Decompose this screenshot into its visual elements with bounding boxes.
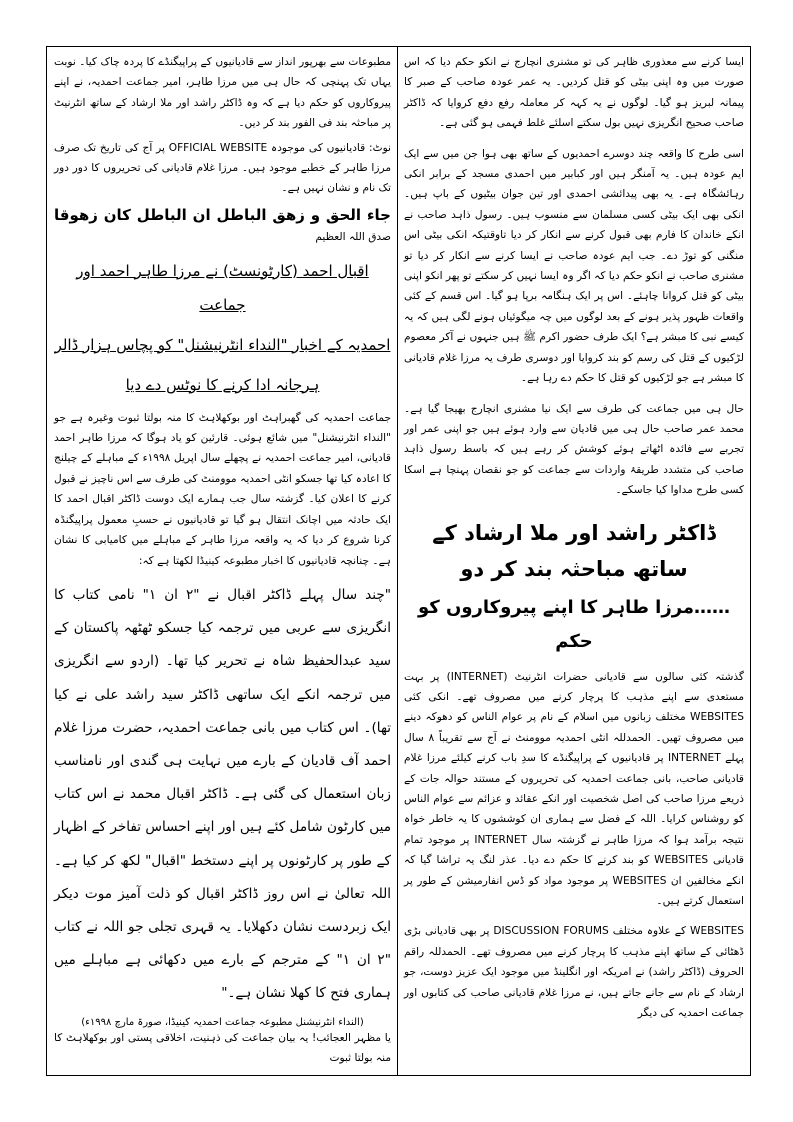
article-subheadline: ……مرزا طاہر کا اپنے پیروکاروں کو حکم (417, 596, 731, 652)
quran-verse-line (54, 203, 391, 248)
quote-reference: (النداء انٹرنیشنل مطبوعہ جماعت احمدیہ کینیڈا، صورۃ مارچ ۱۹۹۸ء) (81, 1016, 364, 1028)
quran-verse: جاء الحق و زهق الباطل ان الباطل كان زهوقا (54, 205, 391, 224)
paragraph: اسی طرح کا واقعہ چند دوسرے احمدیوں کے ساتھ بھی ہوا جن میں سے ایک ایم عودہ ہیں۔ یہ آمنگر ہیں اور کبابیر میں احمدی مسجد کے برابر انکی رہائشگاہ ہے۔ یہ بھی پیدائشی احمدی اور تین جوان بیٹیوں کے باپ ہیں۔ انکی بھی ایک بیٹی کسی مسلمان سے منسوب ہیں۔ رسول ذاہد صاحب نے انکے خاندان کا فارم بھی قبول کرنے سے انکار کر دیا تاوقتیکہ انکی بیٹی اس منگنی کو توڑ دے۔ جب ایم عودہ صاحب نے ایسا کرنے سے انکار کر دیا تو مشنری صاحب نے انکو حکم دیا کہ اگر وہ ایسا نہیں کر سکتے تو پھر انکو اپنی بیٹی کو قتل کروانا چاہئے۔ اس پر ایک ہنگامہ برپا ہو گیا۔ اس قسم کے کئی واقعات ظہور پذیر ہونے کے بعد لوگوں میں چہ میگوئیاں ہونے لگی ہیں کہ یہ کیسے نبی کا مبشر ہے؟ ایک طرف حضور اکرم ﷺ ہیں جنہوں نے آکر معصوم لڑکیوں کے قتل کی رسم کو بند کروایا اور دوسری طرف یہ مرزا غلام قادیانی کا مبشر ہے جو لڑکیوں کو قتل کا حکم دے رہا ہے۔ (404, 147, 744, 385)
article-headline: ڈاکٹر راشد اور ملا ارشاد کے ساتھ مباحثہ بند کر دو (432, 520, 716, 581)
paragraph: گذشتہ کئی سالوں سے قادیانی حضرات انٹرنیٹ (INTERNET) پر بہت مستعدی سے اپنے مذہب کا پرچار کرنے میں مصروف تھے۔ انکی کئی WEBSITES مختلف زبانوں میں اسلام کے نام پر عوام الناس کو دھوکہ دینے میں مصروف تھیں۔ الحمدللہ انٹی احمدیہ موومنٹ نے آج سے تقریباً ۸ سال پہلے INTERNET پر قادیانیوں کے پراپیگنڈے کا سدِ باب کرنے کیلئے مرزا غلام قادیانی صاحب، بانی جماعت احمدیہ کی تحریروں کے مستند حوالہ جات کے ذریعے مرزا صاحب کی اصل شخصیت اور انکے عقائد و عزائم سے عوام الناس کو روشناس کرایا۔ اللہ کے فضل سے ہماری ان کوششوں کا یہ خاطر خواہ نتیجہ برآمد ہوا کہ مرزا طاہر نے گزشتہ سال INTERNET پر موجود تمام قادیانی WEBSITES کو بند کرنے کا حکم دے دیا۔ عذر لنگ یہ تراشا گیا کہ انکے مخالفین ان WEBSITES پر موجود مواد کو ڈس انفارمیشن کے طور پر استعمال کرتے ہیں۔ (404, 670, 744, 907)
paragraph: جماعت احمدیہ کی گھبراہٹ اور بوکھلاہٹ کا منہ بولتا ثبوت وغیرہ ہے جو "النداء انٹرنیشنل" میں شائع ہوئی۔ قارئین کو یاد ہوگا کہ مرزا طاہر احمد قادیانی، امیر جماعت احمدیہ نے پچھلے سال اپریل ۱۹۹۸ء کے مباہلے کے چیلنج کا اعادہ کیا تھا جسکو انٹی احمدیہ موومنٹ کی طرف سے اس ناچیز نے قبول کرنے کا اعلان کیا۔ گزشتہ سال جب ہمارے ایک دوست ڈاکٹر اقبال احمد کا ایک حادثہ میں اچانک انتقال ہو گیا تو قادیانیوں نے حسبِ معمول پراپیگنڈہ کرنا شروع کر دیا کہ یہ واقعہ مرزا طاہر کے مباہلے میں کامیابی کا نشان ہے۔ چنانچہ قادیانیوں کا اخبار مطبوعہ کینیڈا لکھتا ہے کہ: (54, 411, 391, 567)
notice-title-line: اقبال احمد (کارٹونسٹ) نے مرزا طاہر احمد اور جماعت (76, 261, 369, 314)
left-column (54, 52, 391, 1072)
notice-title-line: احمدیہ کے اخبار "النداء انٹرنیشنل" کو پچاس ہزار ڈالر (54, 335, 391, 354)
right-column (404, 52, 744, 1027)
paragraph: مطبوعات سے بھرپور انداز سے قادیانیوں کے پراپیگنڈے کا پردہ چاک کیا۔ نوبت یہاں تک پہنچی کہ حال ہی میں مرزا طاہر، امیر جماعت احمدیہ، نے اپنے پیروکاروں کو حکم دیا ہے کہ وہ ڈاکٹر راشد اور ملا ارشاد کے ساتھ انٹرنیٹ پر مباحثہ بند فی الفور بند کر دیں۔ (54, 56, 391, 130)
paragraph: WEBSITES کے علاوہ مختلف DISCUSSION FORUMS پر بھی قادیانی بڑی ڈھٹائی کے ساتھ اپنے مذہب کا پرچار کرنے میں مصروف تھے۔ الحمدللہ راقم الحروف (ڈاکٹر راشد) نے امریکہ اور انگلینڈ میں موجود ایک عزیز دوست، جو ارشاد کے نام سے جانے جاتے ہیں، نے مرزا غلام قادیانی صاحب کی کتابوں اور جماعت احمدیہ کی دیگر (404, 925, 744, 1020)
quoted-paragraph: "چند سال پہلے ڈاکٹر اقبال نے "۲ ان ۱" نامی کتاب کا انگریزی سے عربی میں ترجمہ کیا جسکو ٹھٹھہ پاکستان کے سید عبدالحفیظ شاہ نے تحریر کیا تھا۔ (اردو سے انگریزی میں ترجمہ انکے ایک ساتھی ڈاکٹر سید راشد علی نے کیا تھا)۔ اس کتاب میں بانی جماعت احمدیہ، حضرت مرزا غلام احمد آف قادیان کے بارے میں نہایت ہی گندی اور نامناسب زبان استعمال کی گئی ہے۔ ڈاکٹر اقبال محمد نے اس کتاب میں کارٹون شامل کئے ہیں اور اپنے احساس تفاخر کے اظہار کے طور پر کارٹونوں پر اپنے دستخط "اقبال" لکھ کر کیا ہے۔ اللہ تعالیٰ نے اس روز ڈاکٹر اقبال کو ذلت آمیز موت دیکر ایک زبردست نشان دکھلایا۔ یہ قہری تجلی جو اللہ نے کتاب "۲ ان ۱" کے مترجم کے بارے میں دکھائی ہے مباہلے میں ہماری فتح کا کھلا نشان ہے۔" (54, 586, 391, 1002)
column-divider (397, 46, 398, 1076)
paragraph: حال ہی میں جماعت کی طرف سے ایک نیا مشنری انچارج بھیجا گیا ہے۔ محمد عمر صاحب حال ہی میں قادیان سے وارد ہوئے ہیں جو اپنی عمر اور تجربے سے فائدہ اٹھاتے ہوئے کوشش کر رہے ہیں کہ باسط رسول ذاہد صاحب کی متشدد طریقۂ واردات سے جماعت کو جو نقصان پہنچا ہے اسکا کسی طرح مداوا کیا جاسکے۔ (404, 402, 744, 497)
paragraph: ایسا کرنے سے معذوری ظاہر کی تو مشنری انچارج نے انکو حکم دیا کہ اس صورت میں وہ اپنی بیٹی کو قتل کردیں۔ یہ عمر عودہ صاحب کے صبر کا پیمانہ لبریز ہو گیا۔ لوگوں نے یہ کہہ کر معاملہ رفع دفع کروایا کہ ڈاکٹر صاحب صحیح انگریزی نہیں بول سکتے اسلئے غلط فہمی ہو گئی ہے۔ (404, 56, 744, 130)
note-paragraph: نوٹ: قادیانیوں کی موجودہ OFFICIAL WEBSITE پر آج کی تاریخ تک صرف مرزا طاہر کے خطبے موجود ہیں۔ مرزا غلام قادیانی کی تحریروں کا دور دور تک نام و نشان نہیں ہے۔ (54, 141, 391, 195)
paragraph: یا مظہر العجائب! یہ بیان جماعت کی ذہنیت، اخلاقی پستی اور بوکھلاہٹ کا منہ بولتا ثبوت (54, 1031, 391, 1064)
quran-verse-suffix: صدق اللہ العظیم (315, 231, 391, 244)
notice-title-line: ہرجانہ ادا کرنے کا نوٹس دے دیا (125, 375, 320, 394)
